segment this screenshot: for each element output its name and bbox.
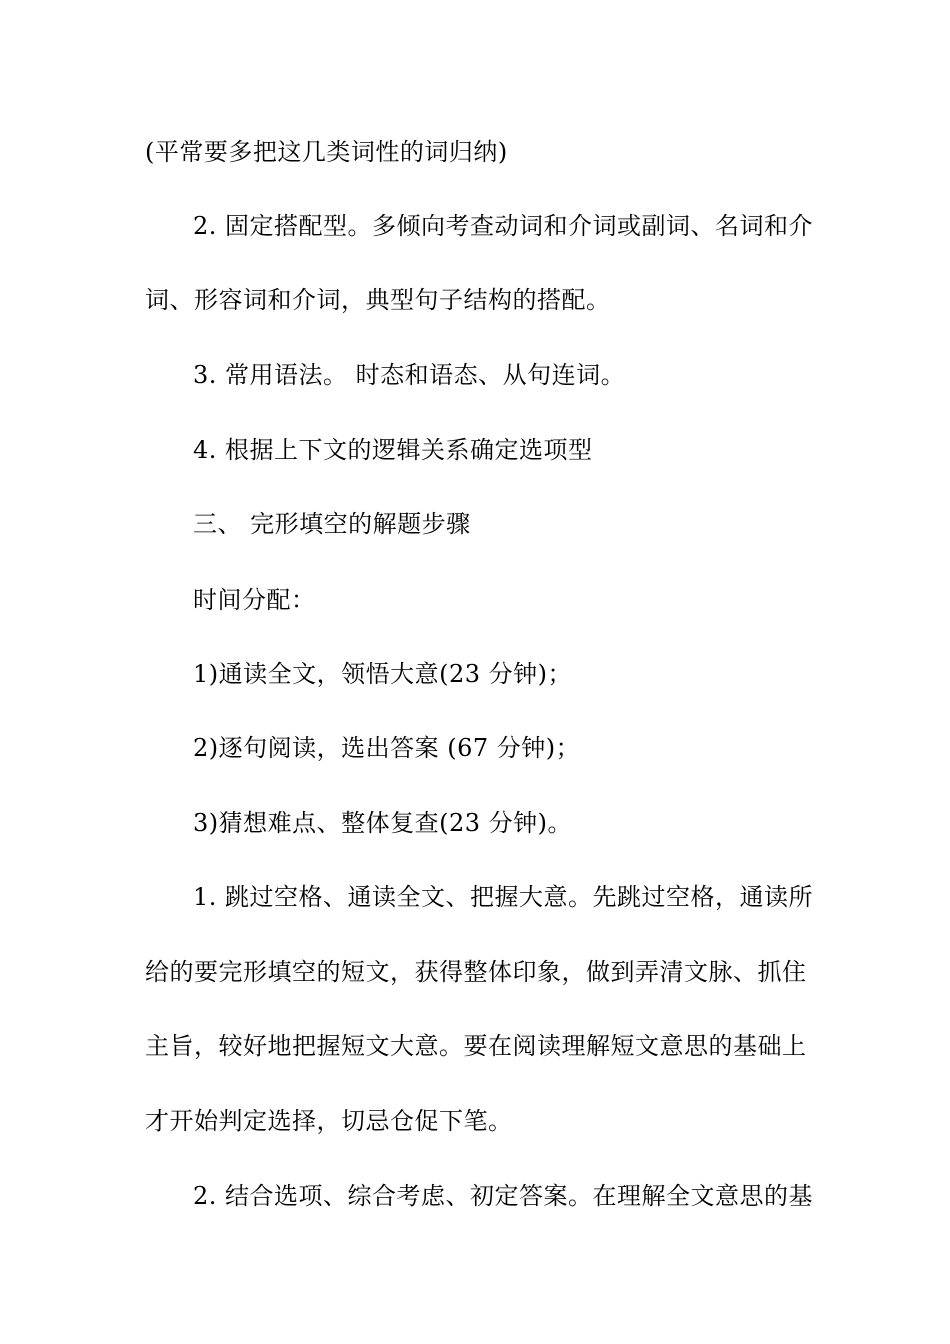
paragraph-line: 3. 常用语法。 时态和语态、从句连词。: [193, 361, 626, 389]
list-item: 2)逐句阅读，选出答案 (67 分钟)；: [193, 734, 581, 762]
list-item: 3)猜想难点、整体复查(23 分钟)。: [193, 809, 573, 837]
text-line: 主旨，较好地把握短文大意。要在阅读理解短文意思的基础上: [145, 1032, 807, 1060]
paragraph-line: 1. 跳过空格、通读全文、把握大意。先跳过空格，通读所: [193, 883, 814, 911]
text-line: 给的要完形填空的短文，获得整体印象，做到弄清文脉、抓住: [145, 958, 807, 986]
text-line: (平常要多把这几类词性的词归纳): [145, 138, 508, 166]
list-item: 1)通读全文，领悟大意(23 分钟)；: [193, 660, 573, 688]
text-line: 词、形容词和介词，典型句子结构的搭配。: [145, 286, 611, 314]
text-line: 才开始判定选择，切忌仓促下笔。: [145, 1107, 513, 1135]
paragraph-line: 2. 结合选项、综合考虑、初定答案。在理解全文意思的基: [193, 1182, 814, 1210]
section-heading: 三、 完形填空的解题步骤: [193, 510, 471, 538]
paragraph-line: 时间分配：: [193, 586, 316, 614]
paragraph-line: 2. 固定搭配型。多倾向考查动词和介词或副词、名词和介: [193, 212, 814, 240]
paragraph-line: 4. 根据上下文的逻辑关系确定选项型: [193, 436, 593, 464]
